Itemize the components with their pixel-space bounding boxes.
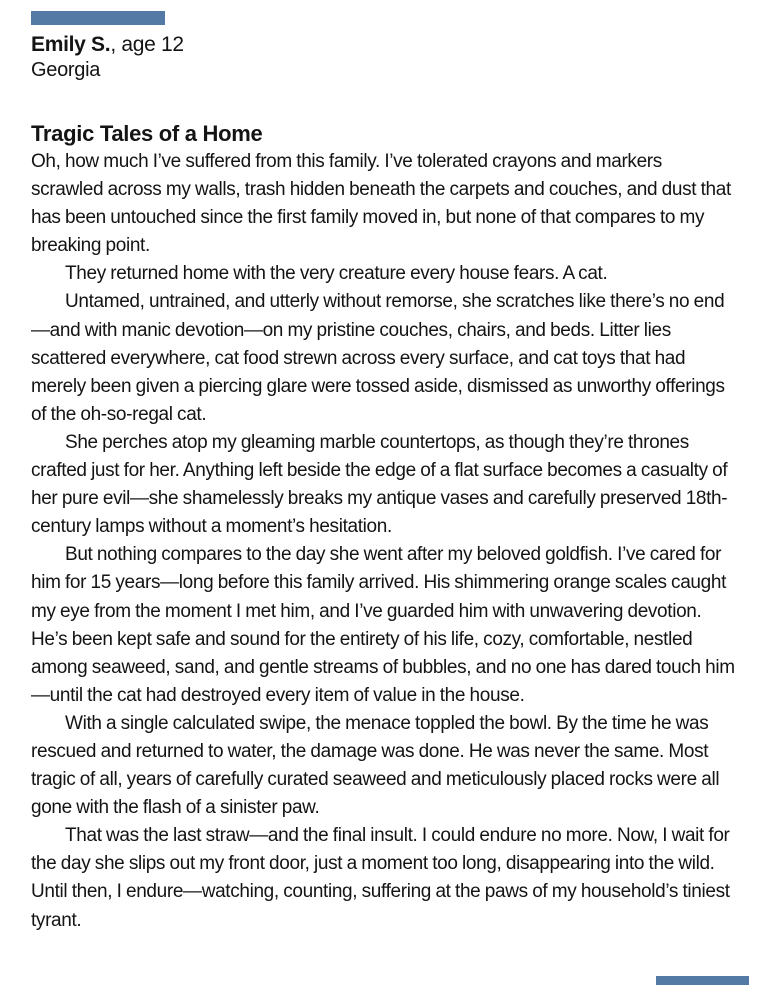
story-paragraph: They returned home with the very creature every house fears. A cat. <box>65 263 608 285</box>
author-location: Georgia <box>31 59 101 81</box>
story-paragraph: With a single calculated swipe, the menace toppled the bowl. By the time he was rescued and returned to water, the damage was done. He was never the same. Most tragic of all, years of carefully curated seaweed and meticulously placed rocks were all gone with the flash of a sinister paw. <box>31 712 720 819</box>
footer-accent-bar <box>656 976 749 985</box>
byline <box>31 32 738 58</box>
story-paragraph: Oh, how much I’ve suffered from this family. I’ve tolerated crayons and markers scrawled across my walls, trash hidden beneath the carpets and couches, and dust that has been untouched since the first family moved in, but none of that compares to my breaking point. <box>31 151 731 257</box>
story-title: Tragic Tales of a Home <box>31 121 263 146</box>
author-age: , age 12 <box>110 33 184 56</box>
story-paragraph: She perches atop my gleaming marble countertops, as though they’re thrones crafted just for her. Anything left beside the edge of a flat surface becomes a casualty of her pure evil—she shamelessly breaks my antique vases and carefully preserved 18th-century lamps without a moment’s hesitation. <box>31 431 728 538</box>
author-name: Emily S. <box>31 33 111 56</box>
header-accent-bar <box>31 11 165 25</box>
story-paragraph: But nothing compares to the day she went after my beloved goldfish. I’ve cared for him for 15 years—long before this family arrived. His shimmering orange scales caught my eye from the moment I met him, and I’ve guarded him with unwavering devotion. He’s been kept safe and sound for the entirety of his life, cozy, comfortable, nestled among seaweed, sand, and gentle streams of bubbles, and no one has dared touch him—until the cat had destroyed every item of value in the house. <box>31 544 735 706</box>
story <box>31 120 738 935</box>
story-paragraph: Untamed, untrained, and utterly without remorse, she scratches like there’s no end—and with manic devotion—on my pristine couches, chairs, and beds. Litter lies scattered everywhere, cat food strewn across every surface, and cat toys that had merely been given a piercing glare were tossed aside, dismissed as unworthy offerings of the oh-so-regal cat. <box>31 291 725 425</box>
story-paragraph: That was the last straw—and the final insult. I could endure no more. Now, I wait for the day she slips out my front door, just a moment too long, disappearing into the wild. Until then, I endure—watching, counting, suffering at the paws of my household’s tiniest tyrant. <box>31 825 730 931</box>
